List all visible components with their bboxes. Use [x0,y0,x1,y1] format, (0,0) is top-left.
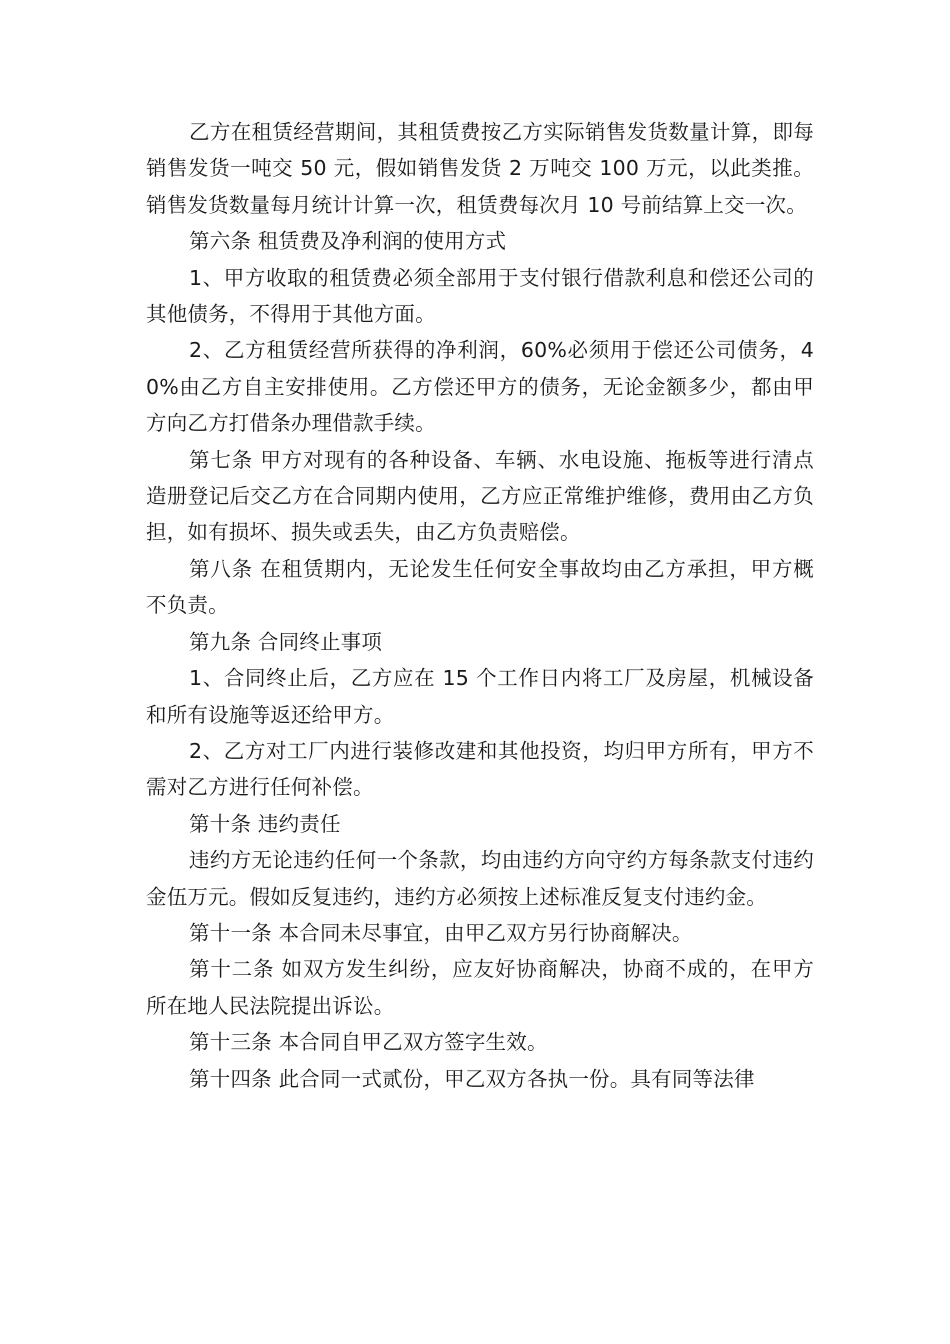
paragraph-article-14: 第十四条 此合同一式贰份，甲乙双方各执一份。具有同等法律 [189,1066,755,1091]
paragraph-article-10-body: 违约方无论违约任何一个条款，均由违约方向守约方每条款支付违约金伍万元。假如反复违约，违约方必须按上述标准反复支付违约金。 [146,848,814,909]
paragraph-article-6-heading: 第六条 租赁费及净利润的使用方式 [189,229,507,254]
paragraph-article-8: 第八条 在租赁期内，无论发生任何安全事故均由乙方承担，甲方概不负责。 [146,556,814,618]
paragraph-article-9-item-1: 1、合同终止后，乙方应在 15 个工作日内将工厂及房屋，机械设备和所有设施等返还给甲方。 [146,666,814,727]
paragraph-article-6-item-2: 2、乙方租赁经营所获得的净利润，60%必须用于偿还公司债务，40%由乙方自主安排使用。乙方偿还甲方的债务，无论金额多少，都由甲方向乙方打借条办理借款手续。 [146,338,814,436]
paragraph-article-13: 第十三条 本合同自甲乙双方签字生效。 [189,1030,548,1055]
paragraph-rent-calculation: 乙方在租赁经营期间，其租赁费按乙方实际销售发货数量计算，即每销售发货一吨交 50 元，假如销售发货 2 万吨交 100 万元，以此类推。销售发货数量每月统计计算一次，租赁费每次月 10 号前结算上交一次。 [146,120,814,217]
document-page [146,114,814,1097]
paragraph-article-6-item-1: 1、甲方收取的租赁费必须全部用于支付银行借款利息和偿还公司的其他债务，不得用于其他方面。 [146,265,814,327]
paragraph-article-10-heading: 第十条 违约责任 [189,811,341,836]
paragraph-article-9-item-2: 2、乙方对工厂内进行装修改建和其他投资，均归甲方所有，甲方不需对乙方进行任何补偿。 [146,738,814,800]
paragraph-article-9-heading: 第九条 合同终止事项 [189,629,383,654]
paragraph-article-7: 第七条 甲方对现有的各种设备、车辆、水电设施、拖板等进行清点造册登记后交乙方在合同期内使用，乙方应正常维护维修，费用由乙方负担，如有损坏、损失或丢失，由乙方负责赔偿。 [146,447,814,545]
paragraph-article-12: 第十二条 如双方发生纠纷，应友好协商解决，协商不成的，在甲方所在地人民法院提出诉讼。 [146,957,814,1018]
paragraph-article-11: 第十一条 本合同未尽事宜，由甲乙双方另行协商解决。 [189,920,693,945]
